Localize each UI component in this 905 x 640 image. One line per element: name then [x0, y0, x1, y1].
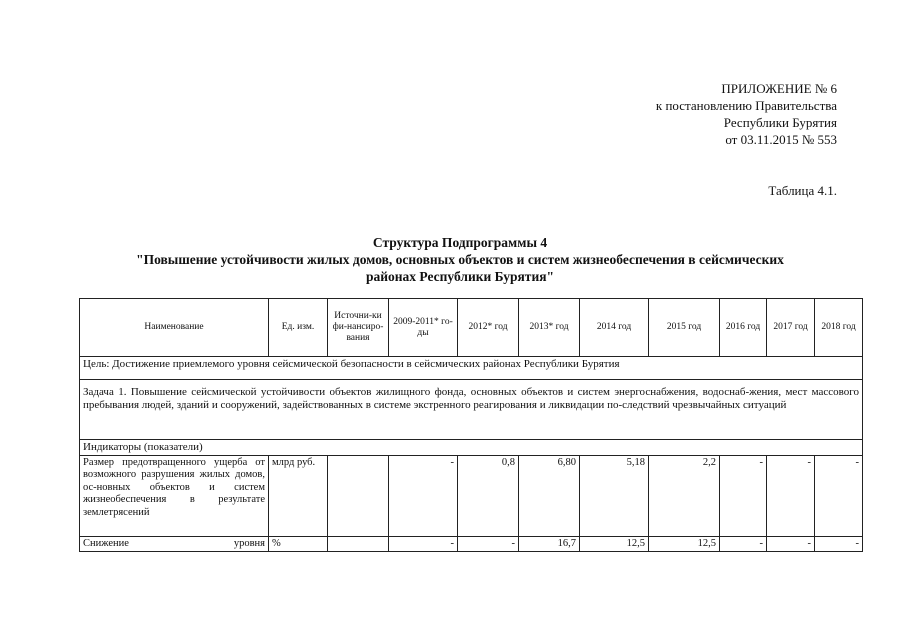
document-title [80, 234, 840, 285]
row-value-2009-2011: - [389, 455, 458, 536]
header-source: Источни-ки фи-нансиро-вания [328, 299, 389, 357]
header-2013: 2013* год [519, 299, 580, 357]
header-unit: Ед. изм. [269, 299, 328, 357]
table-number: Таблица 4.1. [768, 183, 837, 198]
row-name: Размер предотвращенного ущерба от возможного разрушения жилых домов, ос-новных объектов и систем жизнеобеспечения в результате [83, 456, 265, 505]
row-value-2017: - [767, 536, 815, 552]
table-row [80, 536, 863, 552]
table-row [80, 455, 863, 536]
indicators-row [80, 440, 863, 456]
header-2018: 2018 год [815, 299, 863, 357]
row-name-tail: землетрясений [83, 506, 150, 518]
row-value-2013: 16,7 [519, 536, 580, 552]
row-unit: млрд руб. [269, 455, 328, 536]
row-value-2013: 6,80 [519, 455, 580, 536]
appendix-block [656, 80, 837, 148]
header-2015: 2015 год [649, 299, 720, 357]
header-2012: 2012* год [458, 299, 519, 357]
row-value-2018: - [815, 536, 863, 552]
appendix-resolution-line: к постановлению Правительства [655, 98, 837, 113]
row-name: Снижение уровня [83, 537, 265, 549]
row-name-cell [80, 536, 269, 552]
row-value-2014: 5,18 [580, 455, 649, 536]
row-source [328, 455, 389, 536]
row-name-cell [80, 455, 269, 536]
title-line-2: "Повышение устойчивости жилых домов, основных объектов и систем жизнеобеспечения в сейсмических [136, 252, 784, 267]
title-line-3: районах Республики Бурятия" [365, 269, 555, 284]
appendix-date-number: от 03.11.2015 № 553 [725, 132, 837, 147]
row-value-2012: - [458, 536, 519, 552]
row-value-2014: 12,5 [580, 536, 649, 552]
row-source [328, 536, 389, 552]
header-2014: 2014 год [580, 299, 649, 357]
goal-text: Цель: Достижение приемлемого уровня сейсмической безопасности в сейсмических районах Республики Бурятия [80, 357, 863, 380]
table-header-row [80, 299, 863, 357]
task-row [80, 380, 863, 440]
header-2016: 2016 год [720, 299, 767, 357]
title-line-1: Структура Подпрограммы 4 [372, 235, 548, 250]
row-value-2015: 2,2 [649, 455, 720, 536]
appendix-republic-line: Республики Бурятия [723, 115, 837, 130]
task-text: Задача 1. Повышение сейсмической устойчивости объектов жилищного фонда, основных объектов и систем энергоснабжения, водоснаб-жения, мест массового пребывания людей, зданий и сооружений, задействованных в системе экстренного реагирования и ликвидации по-следствий чрезвычайных ситуаций [80, 380, 863, 440]
subprogram-structure-table [79, 298, 863, 552]
header-name: Наименование [80, 299, 269, 357]
header-2009-2011: 2009-2011* го-ды [389, 299, 458, 357]
header-2017: 2017 год [767, 299, 815, 357]
row-value-2015: 12,5 [649, 536, 720, 552]
row-value-2018: - [815, 455, 863, 536]
row-value-2016: - [720, 536, 767, 552]
row-value-2017: - [767, 455, 815, 536]
row-value-2012: 0,8 [458, 455, 519, 536]
goal-row [80, 357, 863, 380]
indicators-heading: Индикаторы (показатели) [80, 440, 863, 456]
row-unit: % [269, 536, 328, 552]
row-value-2016: - [720, 455, 767, 536]
appendix-number: ПРИЛОЖЕНИЕ № 6 [721, 81, 837, 96]
row-value-2009-2011: - [389, 536, 458, 552]
